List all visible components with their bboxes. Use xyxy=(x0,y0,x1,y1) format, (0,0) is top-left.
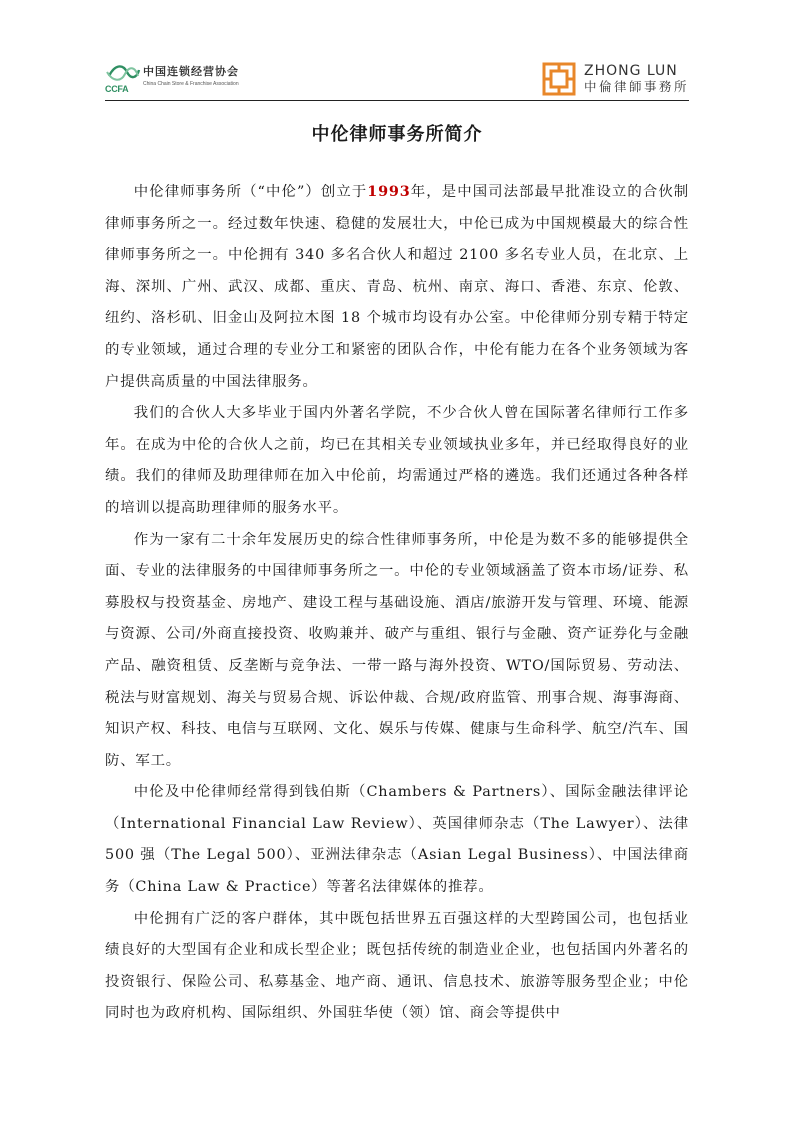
ccfa-abbreviation: CCFA xyxy=(105,84,129,94)
founding-year: 1993 xyxy=(367,183,411,200)
ccfa-emblem-icon xyxy=(105,62,141,94)
paragraph-intro xyxy=(105,176,689,398)
document-body xyxy=(105,176,689,1030)
paragraph-recognition: 中伦及中伦律师经常得到钱伯斯（Chambers & Partners）、国际金融法律评论（International Financial Law Review）、英国律师杂志（The Lawyer）、法律 500 强（The Legal 500）、亚洲法律杂志（Asian Legal Business）、中国法律商务（China Law & Practice）等著名法律媒体的推荐。 xyxy=(105,784,689,896)
zhonglun-logo xyxy=(542,62,689,96)
zhonglun-name-cn: 中倫律師事務所 xyxy=(583,79,689,94)
header-divider xyxy=(105,100,689,101)
zhonglun-name-en: ZHONG LUN xyxy=(583,63,678,79)
ccfa-name-cn: 中国连锁经营协会 xyxy=(143,65,239,78)
paragraph-intro-rest: 年，是中国司法部最早批准设立的合伙制律师事务所之一。经过数年快速、稳健的发展壮大，中伦已成为中国规模最大的综合性律师事务所之一。中伦拥有 340 多名合伙人和超过 2100 多名专业人员，在北京、上海、深圳、广州、武汉、成都、重庆、青岛、杭州、南京、海口、香港、东京、伦敦、纽约、洛杉矶、旧金山及阿拉木图 18 个城市均设有办公室。中伦律师分别专精于特定的专业领域，通过合理的专业分工和紧密的团队合作，中伦有能力在各个业务领域为客户提供高质量的中国法律服务。 xyxy=(105,184,690,390)
page-title: 中伦律师事务所简介 xyxy=(311,124,483,145)
paragraph-clients: 中伦拥有广泛的客户群体，其中既包括世界五百强这样的大型跨国公司，也包括业绩良好的大型国有企业和成长型企业；既包括传统的制造业企业，也包括国内外著名的投资银行、保险公司、私募基金、地产商、通讯、信息技术、旅游等服务型企业；中伦同时也为政府机构、国际组织、外国驻华使（领）馆、商会等提供中 xyxy=(105,910,689,1022)
ccfa-name-en: China Chain Store & Franchise Association xyxy=(143,81,239,87)
paragraph-intro-lead: 中伦律师事务所（“中伦”）创立于 xyxy=(133,184,368,200)
paragraph-partners: 我们的合伙人大多毕业于国内外著名学院，不少合伙人曾在国际著名律师行工作多年。在成为中伦的合伙人之前，均已在其相关专业领域执业多年，并已经取得良好的业绩。我们的律师及助理律师在加入中伦前，均需通过严格的遴选。我们还通过各种各样的培训以提高助理律师的服务水平。 xyxy=(105,405,689,516)
ccfa-logo xyxy=(105,62,239,94)
zhonglun-emblem-icon xyxy=(542,62,576,96)
paragraph-practice-areas: 作为一家有二十余年发展历史的综合性律师事务所，中伦是为数不多的能够提供全面、专业的法律服务的中国律师事务所之一。中伦的专业领域涵盖了资本市场/证券、私募股权与投资基金、房地产、建设工程与基础设施、酒店/旅游开发与管理、环境、能源与资源、公司/外商直接投资、收购兼并、破产与重组、银行与金融、资产证券化与金融产品、融资租赁、反垄断与竞争法、一带一路与海外投资、WTO/国际贸易、劳动法、税法与财富规划、海关与贸易合规、诉讼仲裁、合规/政府监管、刑事合规、海事海商、知识产权、科技、电信与互联网、文化、娱乐与传媒、健康与生命科学、航空/汽车、国防、军工。 xyxy=(105,531,689,769)
page-header xyxy=(105,56,689,98)
